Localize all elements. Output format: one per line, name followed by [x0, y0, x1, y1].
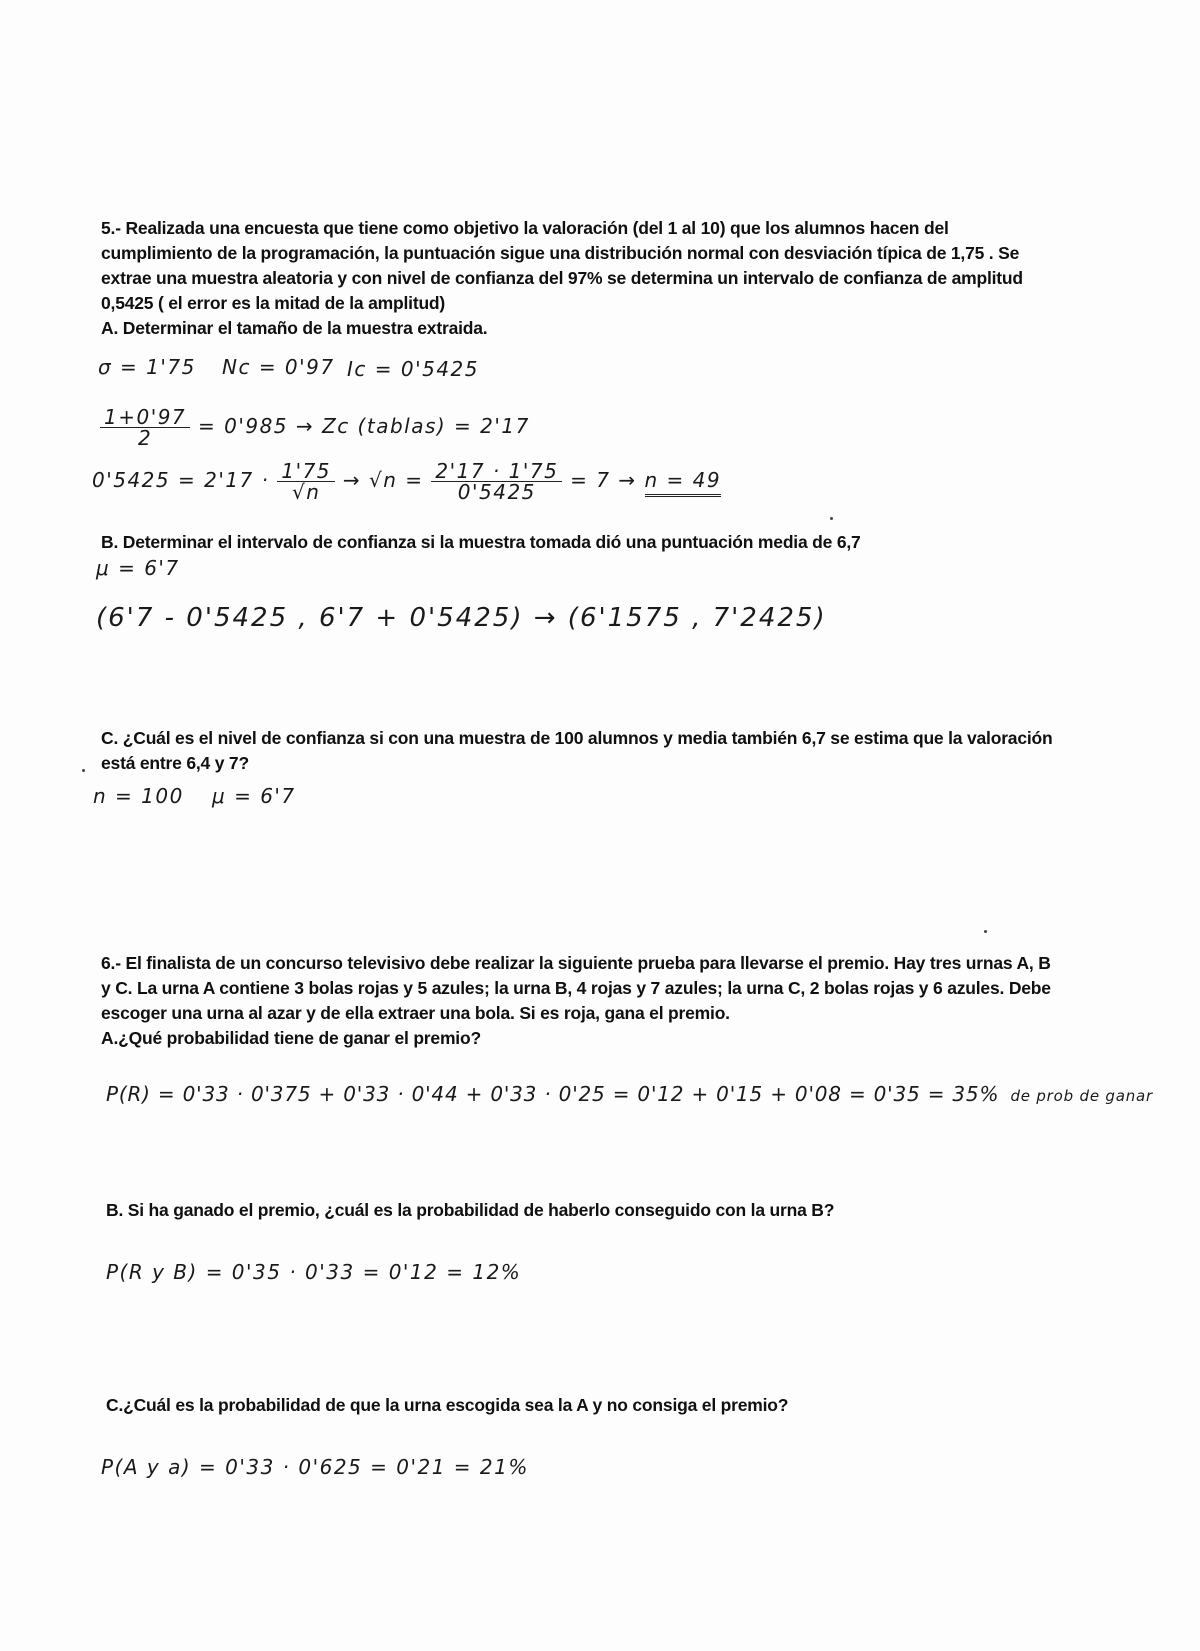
problem6-partC	[106, 1393, 788, 1418]
hw-5a-arrow: → √n =	[342, 468, 424, 492]
problem6-partB-question: B. Si ha ganado el premio, ¿cuál es la probabilidad de haberlo conseguido con la urna B?	[106, 1200, 835, 1220]
problem5-line-4: 0,5425 ( el error es la mitad de la amplitud)	[101, 293, 446, 313]
hw-5a-line2	[100, 407, 530, 448]
problem5-line-2: cumplimiento de la programación, la puntuación sigue una distribución normal con desviación típica de 1,75 . Se	[101, 243, 1020, 263]
hw-5a-frac-den: 2	[137, 426, 153, 450]
problem6-line-2: y C. La urna A contiene 3 bolas rojas y 5 azules; la urna B, 4 rojas y 7 azules; la urna C, 2 bolas rojas y 6 azules. Debe	[101, 978, 1051, 998]
hw-6a-expression: P(R) = 0'33 · 0'375 + 0'33 · 0'44 + 0'33 · 0'25 = 0'12 + 0'15 + 0'08 = 0'35 = 35%	[106, 1082, 1000, 1106]
hw-5a-line2-rest: = 0'985 → Zc (tablas) = 2'17	[198, 414, 530, 438]
hw-5a-frac2-num: 2'17 · 1'75	[431, 461, 562, 482]
hw-5a-frac1	[277, 461, 335, 502]
hw-5a-frac-num: 1+0'97	[100, 407, 190, 428]
problem5-partC	[101, 726, 1053, 776]
problem6-partC-question: C.¿Cuál es la probabilidad de que la urna escogida sea la A y no consiga el premio?	[106, 1395, 789, 1415]
hw-5a-result: n = 49	[645, 468, 722, 497]
hw-5a-line3	[92, 461, 721, 502]
hw-5a-ic: Ic = 0'5425	[347, 357, 479, 381]
problem6-partA-question: A.¿Qué probabilidad tiene de ganar el premio?	[101, 1028, 481, 1048]
hw-5c-mu: μ = 6'7	[212, 784, 296, 808]
scan-speck	[984, 930, 987, 933]
hw-5b-interval: (6'7 - 0'5425 , 6'7 + 0'5425) → (6'1575 , 7'2425)	[96, 603, 827, 633]
hw-5a-line3-rest: = 7 →	[570, 468, 637, 492]
hw-5b-mu: μ = 6'7	[96, 556, 180, 580]
problem6-line-1: 6.- El finalista de un concurso televisivo debe realizar la siguiente prueba para llevarse el premio. Hay tres urnas A, B	[101, 953, 1051, 973]
hw-6a	[106, 1082, 1153, 1106]
hw-5a-frac2	[431, 461, 562, 502]
problem5-partB	[101, 530, 861, 555]
problem5-partA-question: A. Determinar el tamaño de la muestra extraida.	[101, 318, 488, 338]
hw-5a-sigma: σ = 1'75	[98, 355, 196, 379]
problem5-line-1: 5.- Realizada una encuesta que tiene como objetivo la valoración (del 1 al 10) que los alumnos hacen del	[101, 218, 949, 238]
hw-5a-line3-lhs: 0'5425 = 2'17 ·	[92, 468, 270, 492]
problem6-statement	[101, 951, 1051, 1051]
hw-6c: P(A y a) = 0'33 · 0'625 = 0'21 = 21%	[101, 1455, 529, 1479]
hw-6b: P(R y B) = 0'35 · 0'33 = 0'12 = 12%	[106, 1260, 522, 1284]
problem6-line-3: escoger una urna al azar y de ella extraer una bola. Si es roja, gana el premio.	[101, 1003, 730, 1023]
hw-5a-frac1-num: 1'75	[277, 461, 335, 482]
problem5-statement	[101, 216, 1023, 341]
problem5-partC-line-2: está entre 6,4 y 7?	[101, 753, 249, 773]
scan-speck	[830, 517, 833, 520]
problem5-line-3: extrae una muestra aleatoria y con nivel de confianza del 97% se determina un intervalo de confianza de amplitud	[101, 268, 1023, 288]
hw-5a-fraction	[100, 407, 190, 448]
scan-speck	[82, 769, 85, 772]
hw-5a-frac1-den: √n	[291, 480, 321, 504]
hw-5c-n: n = 100	[93, 784, 184, 808]
hw-5a-nc: Nc = 0'97	[222, 355, 335, 379]
hw-6a-note: de prob de ganar	[1010, 1087, 1154, 1105]
problem5-partC-line-1: C. ¿Cuál es el nivel de confianza si con una muestra de 100 alumnos y media también 6,7 se estima que la valoración	[101, 728, 1053, 748]
problem6-partB	[106, 1198, 834, 1223]
problem5-partB-question: B. Determinar el intervalo de confianza si la muestra tomada dió una puntuación media de 6,7	[101, 532, 861, 552]
hw-5a-frac2-den: 0'5425	[457, 480, 536, 504]
